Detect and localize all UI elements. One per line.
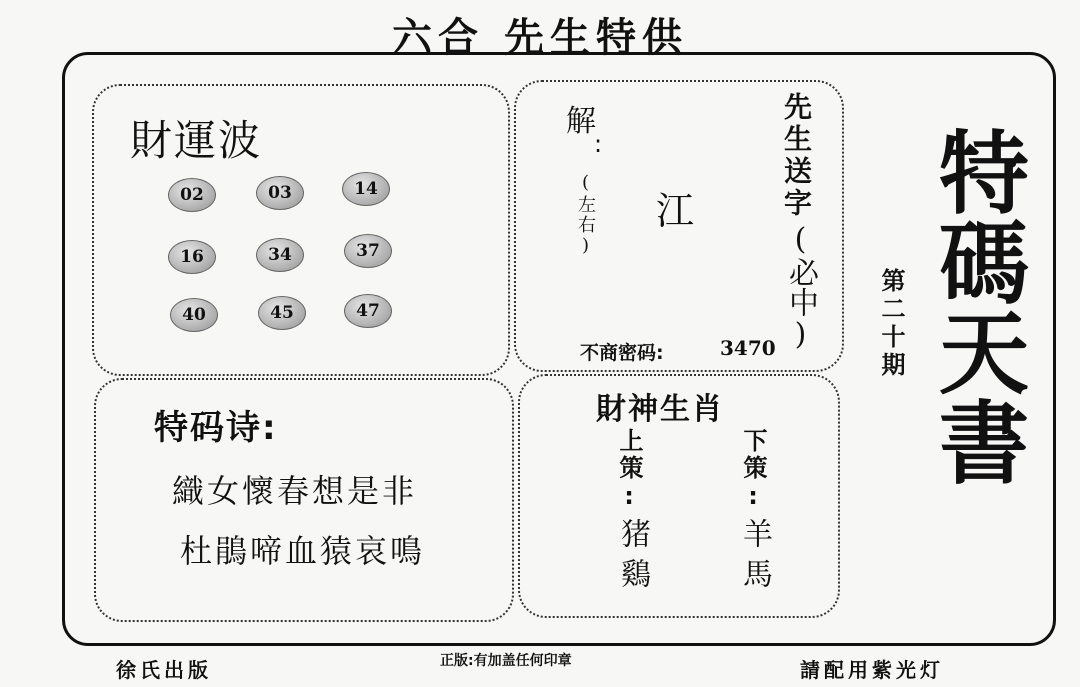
zodiac-title: 財神生肖 [596,392,724,427]
upper-tier-label: 上策: [615,428,643,513]
must-hit-note: (必中) [783,222,818,352]
uv-light-note: 請配用紫光灯 [800,658,944,682]
number-ball: 47 [344,294,392,328]
lower-tier-label: 下策: [739,428,767,513]
number-ball: 45 [258,296,306,330]
hint-character: 江 [656,189,695,233]
issue-number: 第二十期 [877,268,905,380]
number-ball: 37 [344,234,392,268]
wealth-wave-title: 財運波 [130,116,263,165]
number-ball: 16 [168,240,216,274]
solve-colon: : [594,130,603,158]
number-ball: 14 [342,172,390,206]
book-title: 特碼天書 [923,126,1029,486]
publisher-label: 徐氏出版 [116,658,212,682]
header-title: 六合 先生特供 [392,15,688,61]
lower-tier-animals: 羊馬 [737,518,772,598]
gift-word-label: 先生送字 [780,92,813,220]
number-ball: 34 [256,238,304,272]
poem-line: 杜鵑啼血猿哀鳴 [180,532,426,570]
solve-label: 解 [566,104,596,139]
poem-line: 織女懷春想是非 [172,472,418,510]
number-ball: 40 [170,298,218,332]
code-label: 不商密码: [580,342,664,364]
upper-tier-animals: 猪鷄 [615,518,650,598]
number-ball: 02 [168,178,216,212]
poem-title: 特码诗: [154,408,278,448]
number-ball: 03 [256,176,304,210]
code-value: 3470 [720,336,776,360]
authenticity-note: 正版:有加盖任何印章 [440,653,572,669]
left-right-note: (左右) [575,172,596,258]
